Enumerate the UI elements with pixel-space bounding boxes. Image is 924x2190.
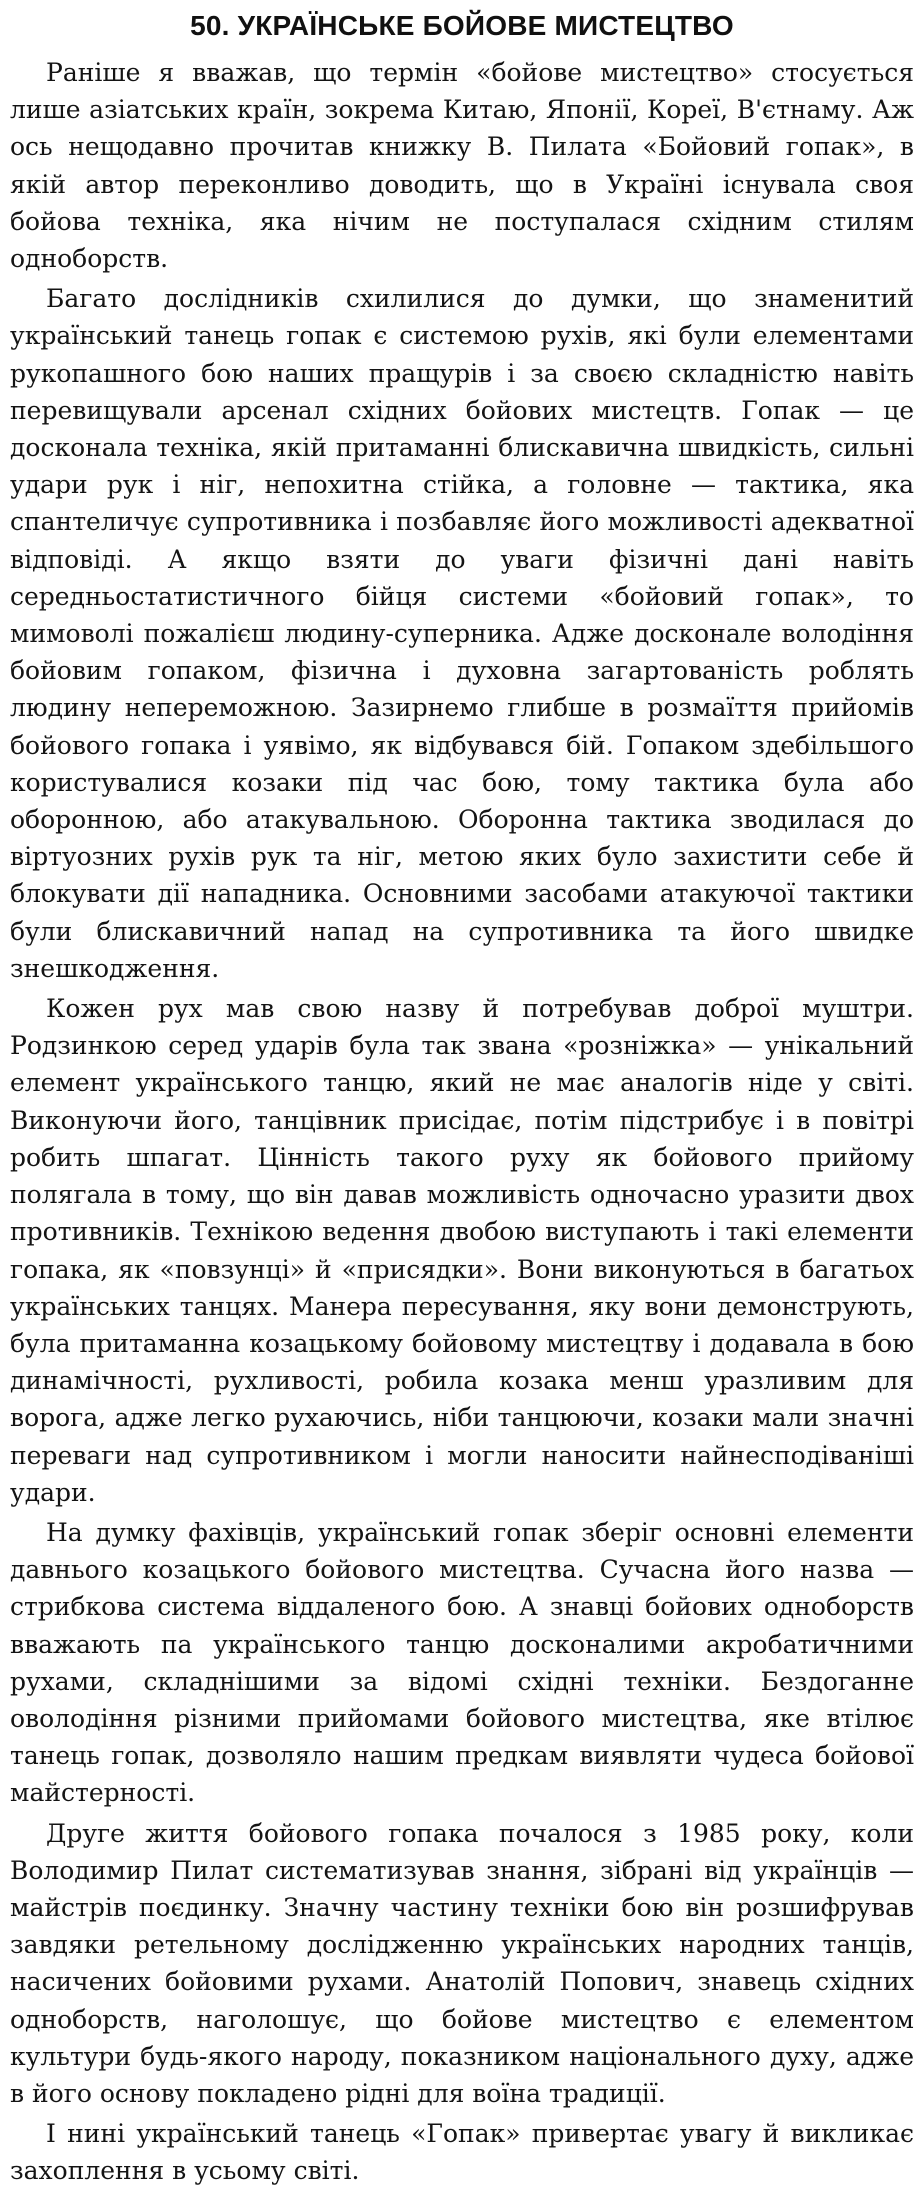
- paragraph-5: Друге життя бойового гопака почалося з 1985 року, коли Володимир Пилат систематизував знання, зібрані від українців — майстрів поєдинку. Значну частину техніки бою він розшифрував завдяки ретельному дослідженню українських народних танців, насичених бойовими рухами. Анатолій Попович, знавець східних одноборств, наголошує, що бойове мистецтво є елементом культури будь-якого народу, показником національного духу, адже в його основу покладено рідні для воїна традиції.: [10, 1818, 914, 2108]
- page-title: 50. УКРАЇНСЬКЕ БОЙОВЕ МИСТЕЦТВО: [190, 10, 734, 41]
- paragraph-6: І нині український танець «Гопак» привертає увагу й викликає захоплення в усьому світі.: [10, 2119, 914, 2186]
- paragraph-4: На думку фахівців, український гопак зберіг основні елементи давнього козацького бойового мистецтва. Сучасна його назва — стрибкова система віддаленого бою. А знавці бойових одноборств вважають па українського танцю досконалими акробатичними рухами, складнішими за відомі східні техніки. Бездоганне оволодіння різними прийомами бойового мистецтва, яке втілює танець гопак, дозволяло нашим предкам виявляти чудеса бойової майстерності.: [10, 1517, 914, 1808]
- paragraph-2: Багато дослідників схилилися до думки, що знаменитий український танець гопак є системою рухів, які були елементами рукопашного бою наших пращурів і за своєю складністю навіть перевищували арсенал східних бойових мистецтв. Гопак — це досконала техніка, якій притаманні блискавична швидкість, сильні удари рук і ніг, непохитна стійка, а головне — тактика, яка спантеличує супротивника і позбавляє його можливості адекватної відповіді. А якщо взяти до уваги фізичні дані навіть середньостатистичного бійця системи «бойовий гопак», то мимоволі пожалієш людину-суперника. Адже досконале володіння бойовим гопаком, фізична і духовна загартованість роблять людину непереможною. Зазирнемо глибше в розмаїття прийомів бойового гопака і уявімо, як відбувався бій. Гопаком здебільшого користувалися козаки під час бою, тому тактика була або оборонною, або атакувальною. Оборонна тактика зводилася до віртуозних рухів рук та ніг, метою яких було захистити себе й блокувати дії нападника. Основними засобами атакуючої тактики були блискавичний напад на супротивника та його швидке знешкодження.: [10, 284, 914, 983]
- paragraph-3: Кожен рух мав свою назву й потребував доброї муштри. Родзинкою серед ударів була так звана «розніжка» — унікальний елемент українського танцю, який не має аналогів ніде у світі. Виконуючи його, танцівник присідає, потім підстрибує і в повітрі робить шпагат. Цінність такого руху як бойового прийому полягала в тому, що він давав можливість одночасно уразити двох противників. Технікою ведення двобою виступають і такі елементи гопака, як «повзунці» й «присядки». Вони виконуються в багатьох українських танцях. Манера пересування, яку вони демонструють, була притаманна козацькому бойовому мистецтву і додавала в бою динамічності, рухливості, робила козака менш уразливим для ворога, адже легко рухаючись, ніби танцюючи, козаки мали значні переваги над супротивником і могли наносити найнесподіваніші удари.: [10, 994, 914, 1507]
- paragraph-1: Раніше я вважав, що термін «бойове мистецтво» стосується лише азіатських країн, зокрема Китаю, Японії, Кореї, В'єтнаму. Аж ось нещодавно прочитав книжку В. Пилата «Бойовий гопак», в якій автор переконливо доводить, що в Україні існувала своя бойова техніка, яка нічим не поступалася східним стилям одноборств.: [10, 58, 914, 274]
